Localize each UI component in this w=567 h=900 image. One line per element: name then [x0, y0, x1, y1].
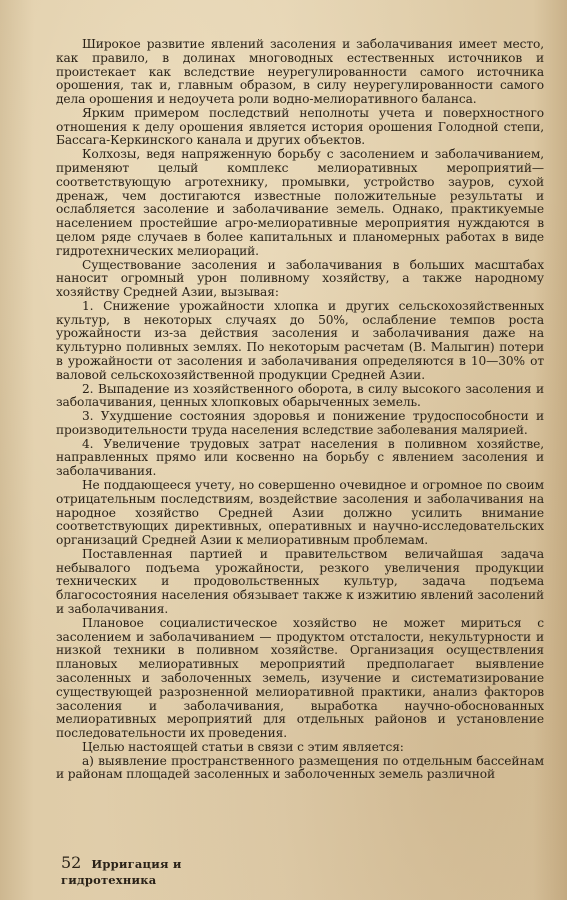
paragraph: Существование засоления и заболачивания в больших масштабах наносит огромный урон поливному хозяйству, а также народному хозяйству Средней Азии, вызывая: — [56, 257, 544, 300]
journal-title: Ирригация и гидротехника — [61, 857, 182, 887]
page-number: 52 — [61, 853, 82, 872]
list-item: 2. Выпадение из хозяйственного оборота, в силу высокого засоления и заболачивания, ценных хлопковых обарыченных земель. — [56, 381, 544, 410]
body-text — [56, 38, 544, 782]
paragraph: Ярким примером последствий неполноты учета и поверхностного отношения к делу орошения является история орошения Голодной степи, Бассага-Керкинского канала и других объектов. — [56, 105, 544, 148]
paragraph: Широкое развитие явлений засоления и заболачивания имеет место, как правило, в долинах многоводных естественных источников и проистекает как вследствие неурегулированности самого источника орошения, так и, главным образом, в силу неурегулированности самого дела орошения и недоучета роли водно-мелиоративного баланса. — [56, 37, 544, 107]
list-item: а) выявление пространственного размещения по отдельным бассейнам и районам площадей засоленных и заболоченных земель различной — [56, 753, 544, 782]
list-item: 3. Ухудшение состояния здоровья и понижение трудоспособности и производительности труда населения вследствие заболевания малярией. — [56, 409, 544, 437]
paragraph: Целью настоящей статьи в связи с этим является: — [82, 739, 404, 754]
paragraph: Поставленная партией и правительством величайшая задача небывалого подъема урожайности, резкого увеличения продукции технических и продовольственных культур, задача подъема благосостояния населения обязывает также к изжитию явлений засолений и заболачивания. — [56, 546, 544, 617]
list-item: 1. Снижение урожайности хлопка и других сельскохозяйственных культур, в некоторых случаях до 50%, ослабление темпов роста урожайности из-за действия засоления и заболачивания даже на культурно поливных землях. По некоторым расчетам (В. Малыгин) потери в урожайности от засоления и заболачивания определяются в 10—30% от валовой сельскохозяйственной продукции Средней Азии. — [56, 298, 544, 382]
paragraph: Плановое социалистическое хозяйство не может мириться с засолением и заболачиванием — продуктом отсталости, некультурности и низкой техники в поливном хозяйстве. Организация осуществления плановых мелиоративных мероприятий предполагает выявление засоленных и заболоченных земель, изучение и систематизирование существующей разрозненной мелиоративной практики, анализ факторов засоления и заболачивания, выработка научно-обоснованных мелиоративных мероприятий для отдельных районов и установление последовательности их проведения. — [56, 615, 544, 741]
page-footer — [61, 853, 261, 887]
paragraph: Колхозы, ведя напряженную борьбу с засолением и заболачиванием, применяют целый комплекс мелиоративных мероприятий—соответствующую агротехнику, промывки, устройство зауров, сухой дренаж, чем достигаются известные положительные результаты и ослабляется засоление и заболачивание земель. Однако, практикуемые населением простейшие агро-мелиоративные мероприятия нуждаются в целом ряде случаев в более капитальных и планомерных работах в виде гидротехнических мелиораций. — [56, 147, 544, 258]
list-item: 4. Увеличение трудовых затрат населения в поливном хозяйстве, направленных прямо или косвенно на борьбу с явлением засоления и заболачивания. — [56, 436, 544, 479]
paragraph: Не поддающееся учету, но совершенно очевидное и огромное по своим отрицательным последствиям, воздействие засоления и заболачивания на народное хозяйство Средней Азии должно усилить внимание соответствующих директивных, оперативных и научно-исследовательских организаций Средней Азии к мелиоративным проблемам. — [56, 478, 544, 548]
